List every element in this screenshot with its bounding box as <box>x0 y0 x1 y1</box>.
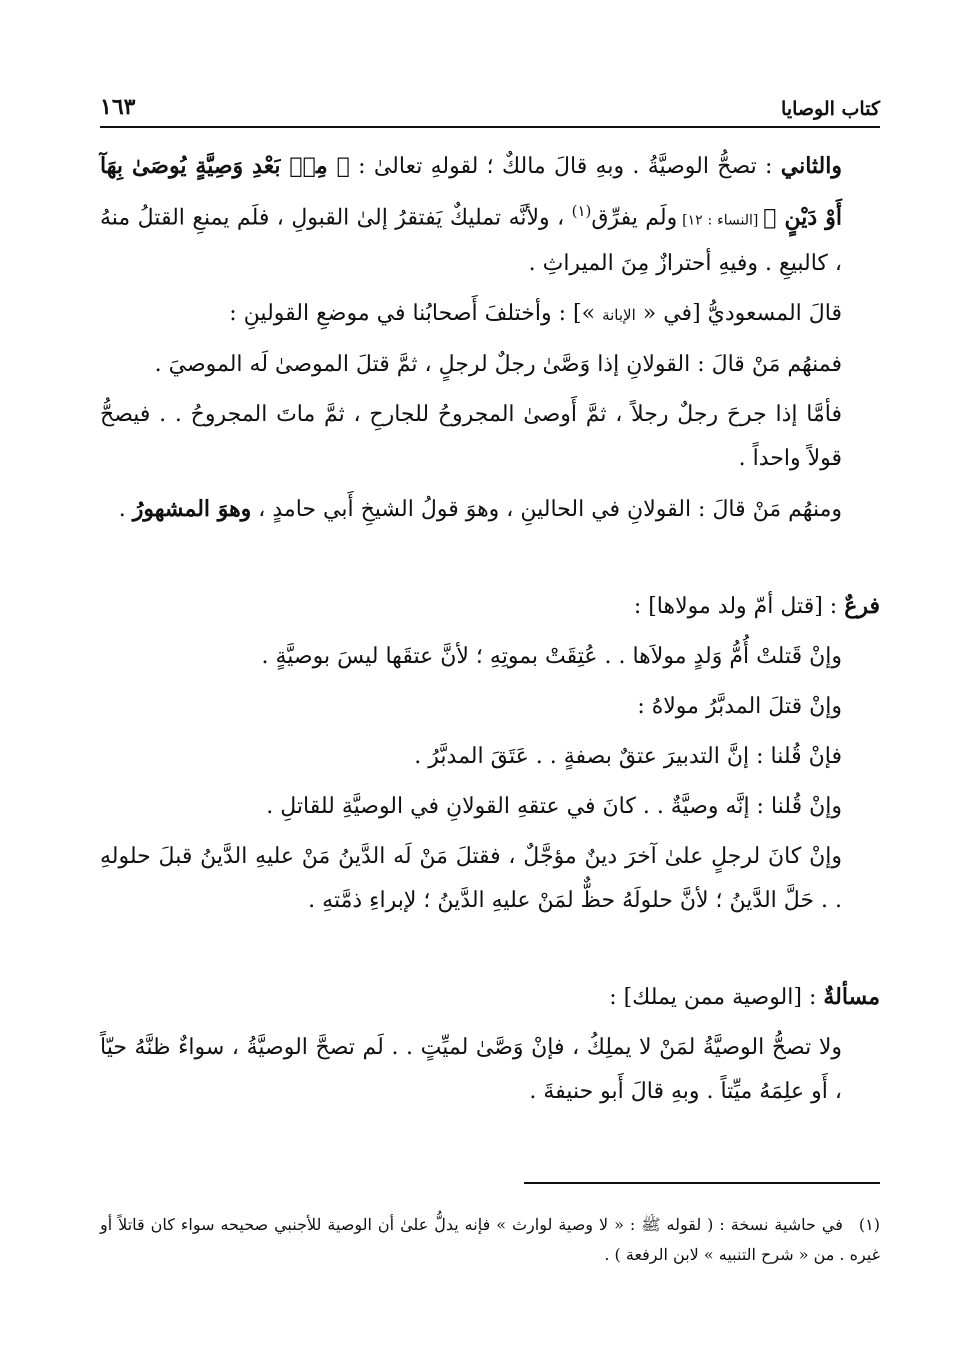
emphasis-text: وهوَ المشهورُ <box>132 496 252 523</box>
heading-colon: : <box>609 985 624 1011</box>
paragraph-5 <box>100 487 880 532</box>
heading-separator: : <box>801 985 824 1011</box>
section-gap <box>100 538 880 584</box>
paragraph-text: »] : وأختلفَ أَصحابُنا في موضعِ القولينِ : <box>229 301 603 327</box>
heading-colon: : <box>633 594 649 620</box>
section-heading-far <box>100 584 880 629</box>
paragraph-lead: والثاني <box>780 153 842 179</box>
paragraph-6: وإنْ قَتلتْ أُمُّ وَلدٍ مولاَها . . عُتِقَتْ بموتِهِ ؛ لأنَّ عتقَها ليسَ بوصيَّةٍ . <box>261 644 842 670</box>
heading-word: فرعٌ <box>844 593 880 620</box>
heading-subtitle: [قتل أمّ ولد مولاها] <box>648 594 823 620</box>
paragraph-10: وإنْ كانَ لرجلٍ علىٰ آخرَ دينٌ مؤجَّلٌ ، فقتلَ مَنْ لَه الدَّينُ مَنْ عليهِ الدَّينُ قبلَ حلولهِ . . حَلَّ الدَّينُ ؛ لأنَّ حلولَهُ حظٌّ لمَنْ عليهِ الدَّينُ ؛ لإبراءِ ذمَّتهِ . <box>100 844 842 914</box>
quran-verse: ﴿ مِنۢ بَعْدِ وَصِيَّةٍ يُوصَىٰ بِهَآ أَوْ دَيْنٍ ﴾ <box>100 153 843 231</box>
paragraph-4: فأمَّا إذا جرحَ رجلٌ رجلاً ، ثمَّ أَوصىٰ المجروحُ للجارحِ ، ثمَّ ماتَ المجروحُ . . فيصحُّ قولاً واحداً . <box>100 402 842 472</box>
paragraph-8: فإنْ قُلنا : إنَّ التدبيرَ عتقٌ بصفةٍ . . عَتَقَ المدبَّرُ . <box>414 744 842 770</box>
paragraph-text: ومنهُم مَنْ قالَ : القولانِ في الحالينِ ، وهوَ قولُ الشيخِ أَبي حامدٍ ، <box>251 497 842 523</box>
verse-reference: [النساء : ١٢] <box>677 212 764 229</box>
footnote-separator <box>524 1182 880 1184</box>
heading-word: مسألةٌ <box>823 984 880 1011</box>
paragraph-1 <box>100 144 880 286</box>
footnote <box>100 1210 880 1270</box>
paragraph-11: ولا تصحُّ الوصيَّةُ لمَنْ لا يملِكُ ، فإنْ وَصَّىٰ لميِّتٍ . . لَم تصحَّ الوصيَّةُ ، سواءٌ ظنَّهُ حيّاً ، أَو علِمَهُ ميِّتاً . وبهِ قالَ أَبو حنيفةَ . <box>100 1035 842 1105</box>
page-number: ١٦٣ <box>100 94 136 120</box>
paragraph-text: ، ولأنَّه تمليكٌ يَفتقرُ إلىٰ القبولِ ، فلَم يمنعِ القتلُ منهُ ، كالبيعِ . وفيهِ أحترازٌ مِنَ الميراثِ . <box>100 205 842 277</box>
paragraph-3: فمنهُم مَنْ قالَ : القولانِ إذا وَصَّىٰ رجلٌ لرجلٍ ، ثمَّ قتلَ الموصىٰ لَه الموصيَ . <box>154 352 842 378</box>
section-heading-masala <box>100 975 880 1020</box>
footnote-text: في حاشية نسخة : ( لقوله ﷺ : « لا وصية لوارث » فإنه يدلُّ علىٰ أن الوصية للأجنبي صحيحه سواء كان قاتلاً أو غيره . من « شرح التنبيه » لابن الرفعة ) . <box>100 1215 880 1264</box>
paragraph-text: قالَ المسعوديُّ [في « <box>635 301 842 327</box>
paragraph-text: . <box>118 497 133 523</box>
footnote-number: (١) <box>858 1215 880 1234</box>
paragraph-text: ولَم يفرِّق <box>591 205 678 231</box>
paragraph-2 <box>100 292 880 337</box>
book-name: الإبانة <box>602 306 636 325</box>
page-header <box>100 84 880 128</box>
paragraph-7: وإنْ قتلَ المدبَّرُ مولاهُ : <box>637 694 842 720</box>
paragraph-text: : تصحُّ الوصيَّةُ . وبهِ قالَ مالكٌ ؛ لقولهِ تعالىٰ : <box>349 154 781 179</box>
book-title: كتاب الوصايا <box>781 98 880 120</box>
heading-separator: : <box>822 594 845 620</box>
footnote-reference: (١) <box>571 202 592 220</box>
main-text <box>100 144 880 1120</box>
heading-subtitle: [الوصية ممن يملك] <box>623 985 802 1011</box>
section-gap <box>100 929 880 975</box>
paragraph-9: وإنْ قُلنا : إنَّه وصيَّةٌ . . كانَ في عتقهِ القولانِ في الوصيَّةِ للقاتلِ . <box>266 794 842 820</box>
